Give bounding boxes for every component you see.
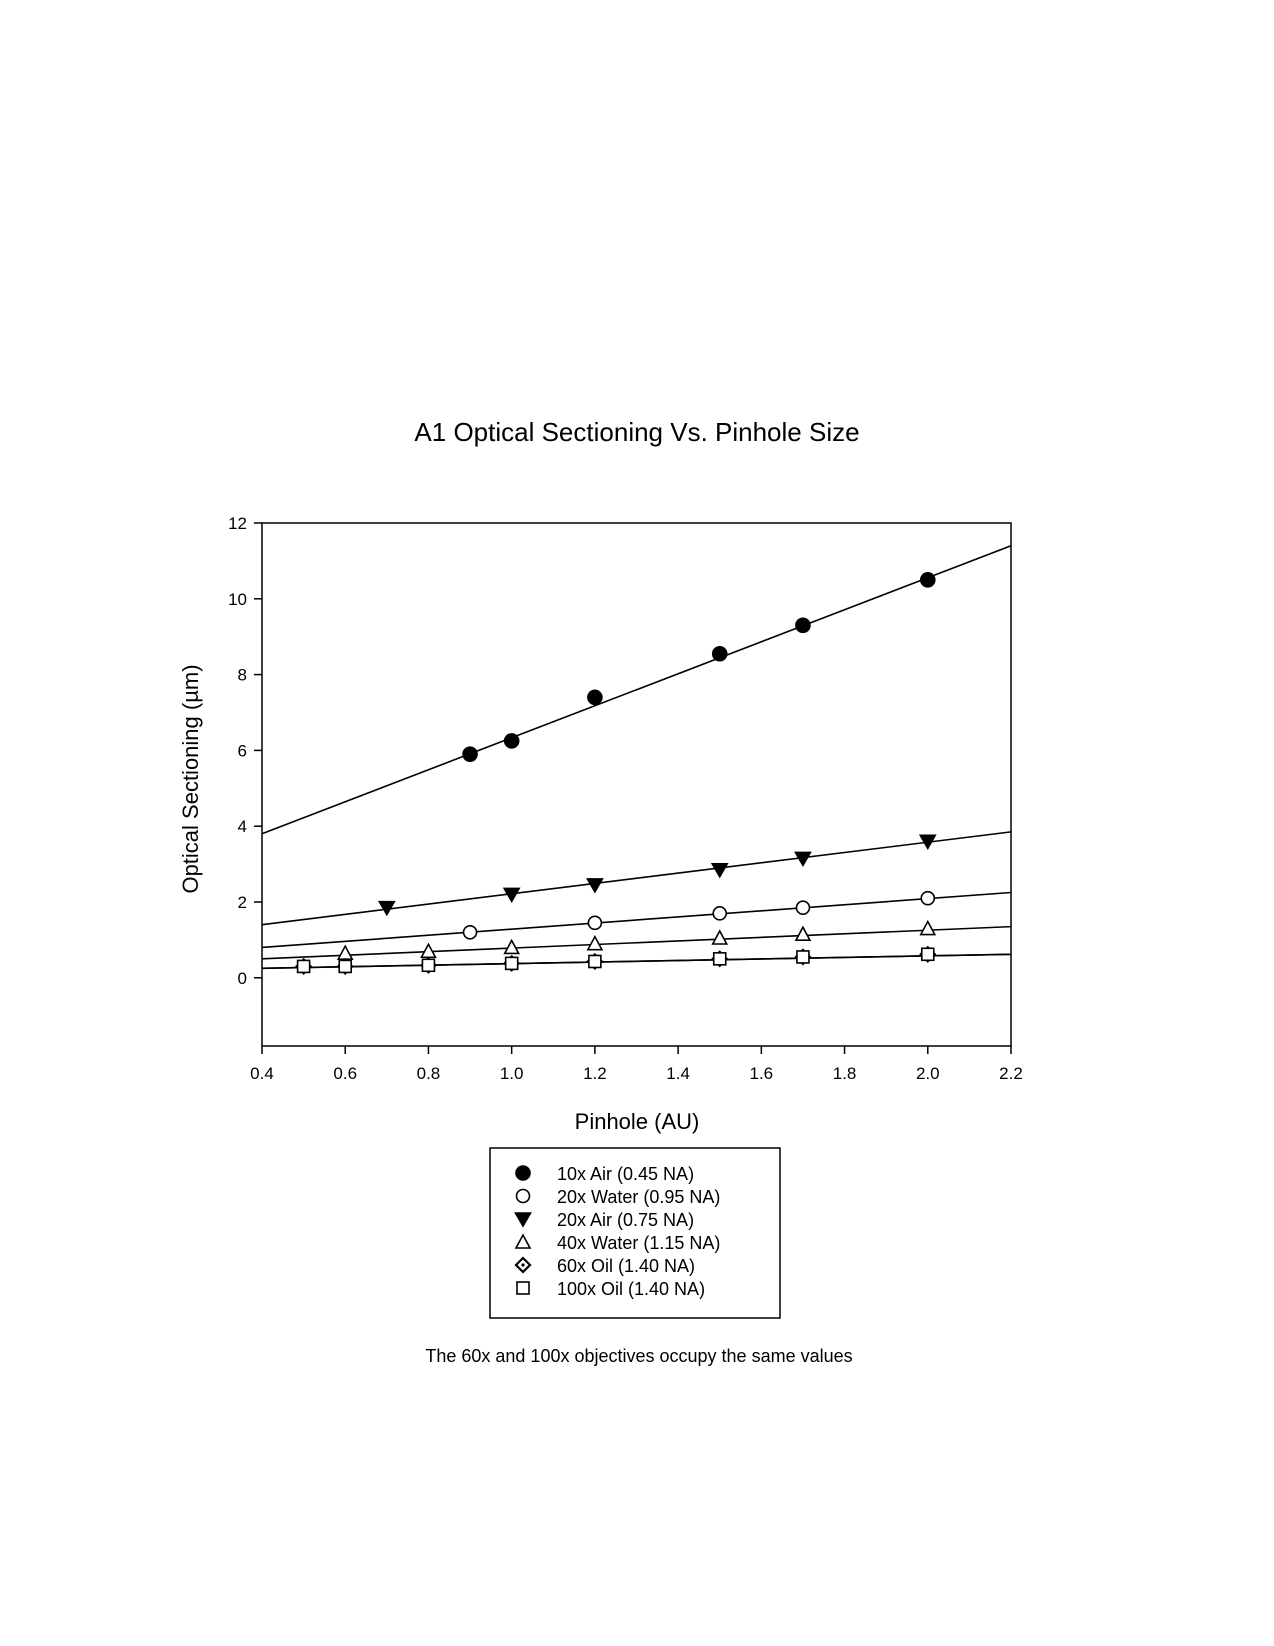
data-point <box>797 951 809 963</box>
x-tick-label: 1.4 <box>666 1064 690 1083</box>
y-axis-title: Optical Sectioning (µm) <box>178 664 203 894</box>
data-point <box>921 573 935 587</box>
y-axis <box>228 514 262 988</box>
x-tick-label: 1.2 <box>583 1064 607 1083</box>
data-point <box>712 864 727 877</box>
legend <box>490 1148 780 1318</box>
data-point <box>506 957 518 969</box>
data-point <box>505 734 519 748</box>
data-point <box>588 937 602 950</box>
data-point <box>588 916 601 929</box>
x-axis <box>250 1046 1023 1083</box>
data-point <box>713 931 727 944</box>
plot-area <box>228 514 1023 1083</box>
data-markers <box>297 573 936 974</box>
data-point <box>422 959 434 971</box>
legend-item-label: 40x Water (1.15 NA) <box>557 1233 721 1253</box>
data-point <box>922 948 934 960</box>
legend-item-label: 10x Air (0.45 NA) <box>557 1164 695 1184</box>
y-tick-label: 2 <box>237 892 247 912</box>
legend-item-label: 20x Air (0.75 NA) <box>557 1210 695 1230</box>
legend-marker <box>517 1282 529 1294</box>
x-tick-label: 1.0 <box>499 1064 524 1083</box>
fit-line <box>262 893 1011 948</box>
x-tick-label: 2.0 <box>915 1064 940 1083</box>
legend-item-label: 60x Oil (1.40 NA) <box>557 1256 696 1276</box>
data-point <box>796 901 809 914</box>
y-tick-label: 6 <box>237 741 247 761</box>
x-tick-label: 1.8 <box>832 1064 857 1083</box>
data-point <box>588 690 602 704</box>
y-tick-label: 12 <box>228 514 247 533</box>
fit-line <box>262 954 1011 968</box>
x-tick-label: 2.2 <box>999 1064 1023 1083</box>
x-tick-label: 1.6 <box>749 1064 774 1083</box>
fit-line <box>262 546 1011 834</box>
x-tick-label: 0.8 <box>416 1064 441 1083</box>
data-point <box>463 747 477 761</box>
fit-line <box>262 927 1011 959</box>
legend-marker <box>517 1190 530 1203</box>
data-point <box>339 960 351 972</box>
fit-lines <box>262 546 1011 969</box>
data-point <box>921 922 935 935</box>
data-point <box>464 926 477 939</box>
legend-item-label: 100x Oil (1.40 NA) <box>557 1279 706 1299</box>
legend-item-label: 20x Water (0.95 NA) <box>557 1187 721 1207</box>
legend-marker <box>516 1166 530 1180</box>
y-tick-label: 0 <box>237 968 247 988</box>
data-point <box>796 618 810 632</box>
data-point <box>587 879 602 892</box>
y-tick-label: 4 <box>237 817 247 837</box>
data-point <box>714 953 726 965</box>
fit-line <box>262 832 1011 925</box>
data-point <box>505 940 519 953</box>
data-point <box>298 960 310 972</box>
y-tick-label: 10 <box>228 589 247 609</box>
data-point <box>713 647 727 661</box>
x-axis-title: Pinhole (AU) <box>574 1109 700 1134</box>
annotation-note: The 60x and 100x objectives occupy the same values <box>425 1346 853 1366</box>
data-point <box>713 907 726 920</box>
data-point <box>338 946 352 959</box>
data-point <box>921 892 934 905</box>
x-tick-label: 0.4 <box>250 1064 274 1083</box>
x-tick-label: 0.6 <box>333 1064 358 1083</box>
data-point <box>796 927 810 940</box>
data-point <box>589 955 601 967</box>
plot-frame <box>262 523 1011 1046</box>
y-tick-label: 8 <box>237 665 247 685</box>
chart-title: A1 Optical Sectioning Vs. Pinhole Size <box>414 417 860 447</box>
